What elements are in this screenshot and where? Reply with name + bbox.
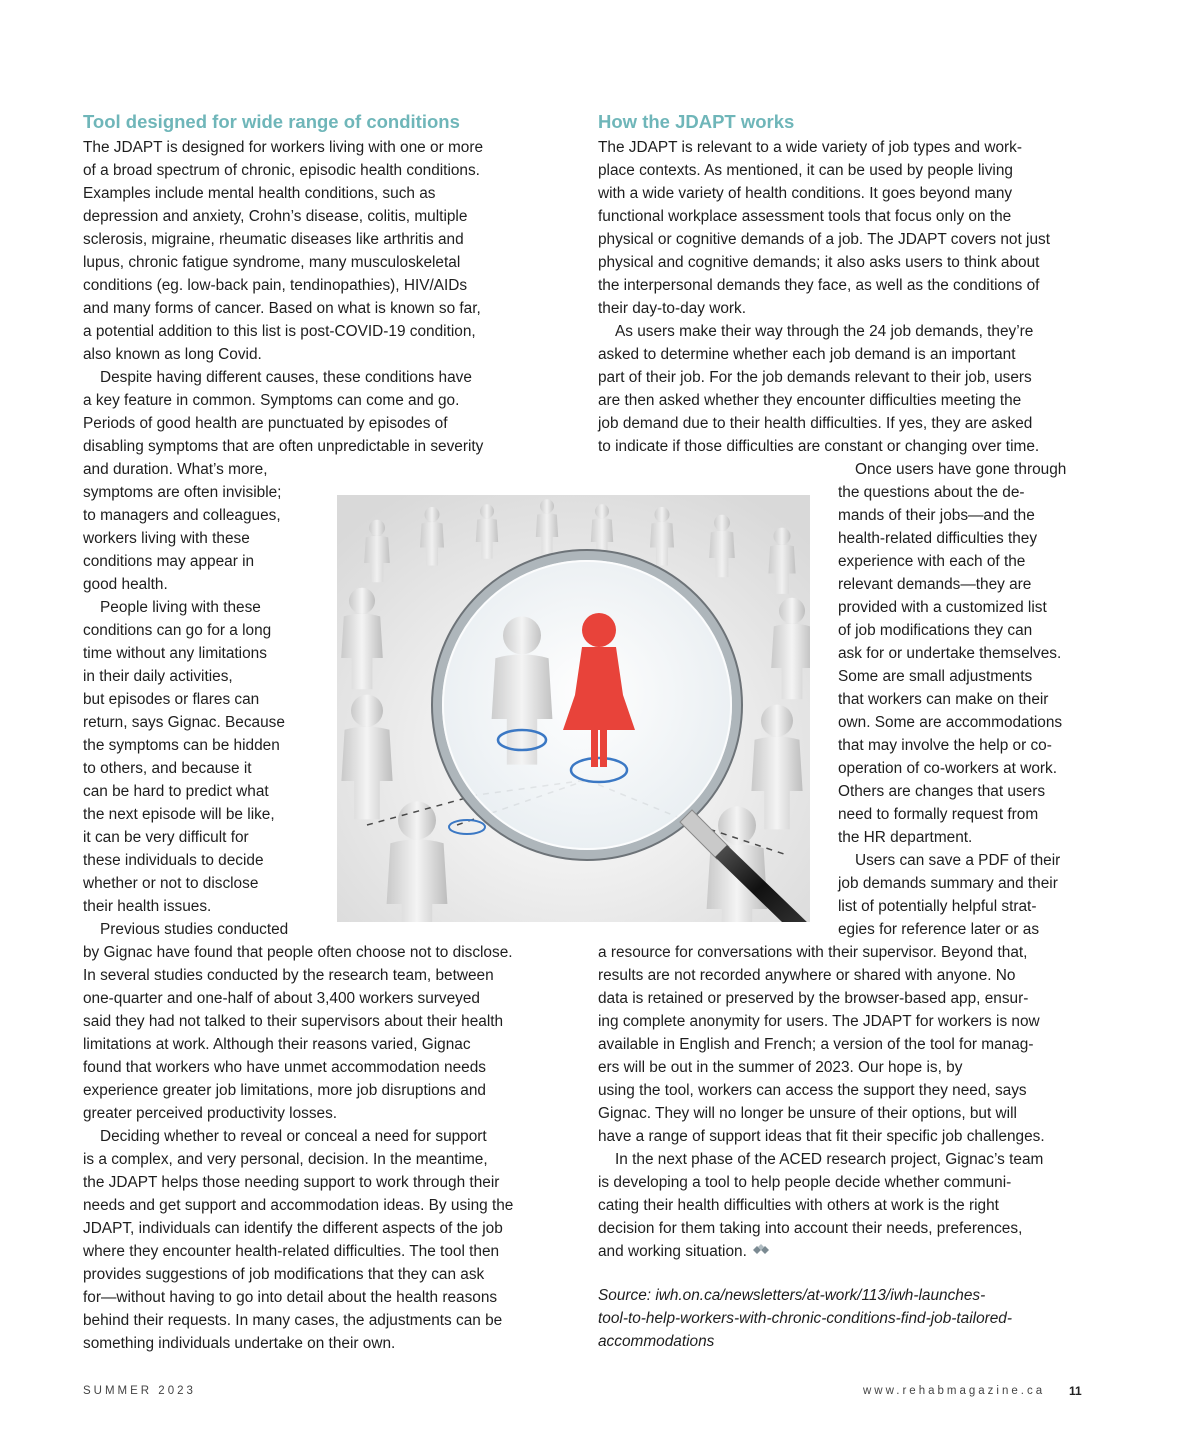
body-text-line: have a range of support ideas that fit their specific job challenges. xyxy=(598,1128,1045,1145)
body-text-line: the next episode will be like, xyxy=(83,806,275,823)
body-text-line: greater perceived productivity losses. xyxy=(83,1105,338,1122)
body-text-line: relevant demands—they are xyxy=(838,576,1032,593)
magnifier-crowd-illustration xyxy=(337,495,810,922)
body-text-line: their health issues. xyxy=(83,898,212,915)
body-text-line: their day-to-day work. xyxy=(598,300,746,317)
body-text-line: also known as long Covid. xyxy=(83,346,262,363)
body-text-line: a potential addition to this list is post-COVID-19 condition, xyxy=(83,323,476,340)
body-text-line: experience greater job limitations, more job disruptions and xyxy=(83,1082,486,1099)
body-text-line: own. Some are accommodations xyxy=(838,714,1063,731)
body-text-line: where they encounter health-related difficulties. The tool then xyxy=(83,1243,500,1260)
body-text-line: is developing a tool to help people decide whether communi- xyxy=(598,1174,1012,1191)
end-of-article-icon xyxy=(753,1240,773,1263)
body-text-line: and duration. What’s more, xyxy=(83,461,268,478)
body-text-line: provides suggestions of job modifications that they can ask xyxy=(83,1266,485,1283)
source-link-line[interactable]: Source: iwh.on.ca/newsletters/at-work/113/iwh-launches- xyxy=(598,1287,986,1304)
body-text-line: and many forms of cancer. Based on what is known so far, xyxy=(83,300,481,317)
body-text-line: symptoms are often invisible; xyxy=(83,484,282,501)
body-text-line: these individuals to decide xyxy=(83,852,264,869)
body-text-line: egies for reference later or as xyxy=(838,921,1040,938)
body-text-line: the interpersonal demands they face, as well as the conditions of xyxy=(598,277,1040,294)
body-text-line: lupus, chronic fatigue syndrome, many musculoskeletal xyxy=(83,254,461,271)
body-text-line: with a wide variety of health conditions. It goes beyond many xyxy=(598,185,1013,202)
body-text-line: good health. xyxy=(83,576,168,593)
body-text-line: job demands summary and their xyxy=(838,875,1058,892)
body-text-line: mands of their jobs—and the xyxy=(838,507,1035,524)
body-text-line: needs and get support and accommodation ideas. By using the xyxy=(83,1197,514,1214)
body-text-line: conditions (eg. low-back pain, tendinopathies), HIV/AIDs xyxy=(83,277,468,294)
body-text-line: The JDAPT is designed for workers living with one or more xyxy=(83,139,484,156)
website-footer[interactable]: www.rehabmagazine.ca xyxy=(863,1385,1046,1397)
body-text-line: operation of co-workers at work. xyxy=(838,760,1057,777)
body-text-line: using the tool, workers can access the support they need, says xyxy=(598,1082,1027,1099)
source-link-line[interactable]: accommodations xyxy=(598,1333,715,1350)
body-text-line: physical or cognitive demands of a job. The JDAPT covers not just xyxy=(598,231,1050,248)
body-text-line: it can be very difficult for xyxy=(83,829,249,846)
body-text-line: sclerosis, migraine, rheumatic diseases like arthritis and xyxy=(83,231,464,248)
body-text-line: list of potentially helpful strat- xyxy=(838,898,1037,915)
body-text-line: As users make their way through the 24 job demands, they’re xyxy=(615,323,1034,340)
body-text-line: ing complete anonymity for users. The JDAPT for workers is now xyxy=(598,1013,1040,1030)
body-text-line: of job modifications they can xyxy=(838,622,1033,639)
body-text-line: Gignac. They will no longer be unsure of their options, but will xyxy=(598,1105,1017,1122)
body-text-line: something individuals undertake on their own. xyxy=(83,1335,396,1352)
body-text-line: Others are changes that users xyxy=(838,783,1046,800)
body-text-line: place contexts. As mentioned, it can be used by people living xyxy=(598,162,1013,179)
body-text-line: limitations at work. Although their reasons varied, Gignac xyxy=(83,1036,471,1053)
body-text-line: JDAPT, individuals can identify the different aspects of the job xyxy=(83,1220,503,1237)
body-text-line: Some are small adjustments xyxy=(838,668,1033,685)
body-text-line: physical and cognitive demands; it also asks users to think about xyxy=(598,254,1040,271)
body-text-line: said they had not talked to their supervisors about their health xyxy=(83,1013,504,1030)
body-text-line: whether or not to disclose xyxy=(83,875,259,892)
body-text-line: need to formally request from xyxy=(838,806,1039,823)
body-text-line: cating their health difficulties with others at work is the right xyxy=(598,1197,999,1214)
body-text-line: Despite having different causes, these conditions have xyxy=(100,369,472,386)
source-link-line[interactable]: tool-to-help-workers-with-chronic-conditions-find-job-tailored- xyxy=(598,1310,1012,1327)
body-text-line: asked to determine whether each job demand is an important xyxy=(598,346,1016,363)
body-text-line: results are not recorded anywhere or shared with anyone. No xyxy=(598,967,1016,984)
body-text-line: provided with a customized list xyxy=(838,599,1047,616)
body-text-line: conditions may appear in xyxy=(83,553,255,570)
body-text-line: health-related difficulties they xyxy=(838,530,1038,547)
body-text-line: part of their job. For the job demands relevant to their job, users xyxy=(598,369,1032,386)
body-text-line: to managers and colleagues, xyxy=(83,507,281,524)
body-text-line: is a complex, and very personal, decision. In the meantime, xyxy=(83,1151,488,1168)
body-text-line: the questions about the de- xyxy=(838,484,1025,501)
body-text-line: Previous studies conducted xyxy=(100,921,289,938)
body-text-line: can be hard to predict what xyxy=(83,783,269,800)
body-text-line: to others, and because it xyxy=(83,760,252,777)
body-text-line: and working situation. xyxy=(598,1240,773,1263)
body-text-line: conditions can go for a long xyxy=(83,622,272,639)
body-text-line: depression and anxiety, Crohn’s disease, colitis, multiple xyxy=(83,208,468,225)
body-text-line: workers living with these xyxy=(83,530,250,547)
body-text-line: by Gignac have found that people often choose not to disclose. xyxy=(83,944,513,961)
body-text-line: the JDAPT helps those needing support to work through their xyxy=(83,1174,500,1191)
issue-footer: SUMMER 2023 xyxy=(83,1385,196,1397)
body-text-line: to indicate if those difficulties are constant or changing over time. xyxy=(598,438,1040,455)
body-text-line: decision for them taking into account their needs, preferences, xyxy=(598,1220,1023,1237)
body-text-line: for—without having to go into detail about the health reasons xyxy=(83,1289,498,1306)
body-text-line: time without any limitations xyxy=(83,645,267,662)
body-text-line: the HR department. xyxy=(838,829,973,846)
col1-heading: Tool designed for wide range of conditions xyxy=(83,111,460,132)
body-text-line: behind their requests. In many cases, the adjustments can be xyxy=(83,1312,503,1329)
body-text-line: ask for or undertake themselves. xyxy=(838,645,1062,662)
body-text-line: Once users have gone through xyxy=(855,461,1067,478)
body-text-line: Examples include mental health conditions, such as xyxy=(83,185,436,202)
body-text-line: People living with these xyxy=(100,599,261,616)
body-text-line: the symptoms can be hidden xyxy=(83,737,280,754)
body-text-line: Deciding whether to reveal or conceal a need for support xyxy=(100,1128,487,1145)
body-text-line: that may involve the help or co- xyxy=(838,737,1052,754)
body-text-line: return, says Gignac. Because xyxy=(83,714,285,731)
body-text-line: that workers can make on their xyxy=(838,691,1049,708)
body-text-line: in their daily activities, xyxy=(83,668,233,685)
body-text-line: a resource for conversations with their supervisor. Beyond that, xyxy=(598,944,1028,961)
body-text-line: found that workers who have unmet accommodation needs xyxy=(83,1059,486,1076)
body-text-line: one-quarter and one-half of about 3,400 workers surveyed xyxy=(83,990,480,1007)
body-text-line: available in English and French; a version of the tool for manag- xyxy=(598,1036,1034,1053)
body-text-line: disabling symptoms that are often unpredictable in severity xyxy=(83,438,484,455)
body-text-line: In the next phase of the ACED research project, Gignac’s team xyxy=(615,1151,1044,1168)
body-text-line: job demand due to their health difficulties. If yes, they are asked xyxy=(598,415,1033,432)
body-text-line: experience with each of the xyxy=(838,553,1026,570)
body-text-line: a key feature in common. Symptoms can come and go. xyxy=(83,392,460,409)
page-number: 11 xyxy=(1069,1384,1082,1398)
body-text-line: ers will be out in the summer of 2023. Our hope is, by xyxy=(598,1059,963,1076)
body-text-line: are then asked whether they encounter difficulties meeting the xyxy=(598,392,1022,409)
body-text-line: In several studies conducted by the research team, between xyxy=(83,967,494,984)
body-text-line: The JDAPT is relevant to a wide variety of job types and work- xyxy=(598,139,1023,156)
body-text-line: but episodes or flares can xyxy=(83,691,260,708)
body-text-line: functional workplace assessment tools that focus only on the xyxy=(598,208,1012,225)
body-text-line: Users can save a PDF of their xyxy=(855,852,1061,869)
body-text-line: data is retained or preserved by the browser-based app, ensur- xyxy=(598,990,1029,1007)
body-text-line: of a broad spectrum of chronic, episodic health conditions. xyxy=(83,162,480,179)
body-text-line: Periods of good health are punctuated by episodes of xyxy=(83,415,448,432)
col2-heading: How the JDAPT works xyxy=(598,111,795,132)
